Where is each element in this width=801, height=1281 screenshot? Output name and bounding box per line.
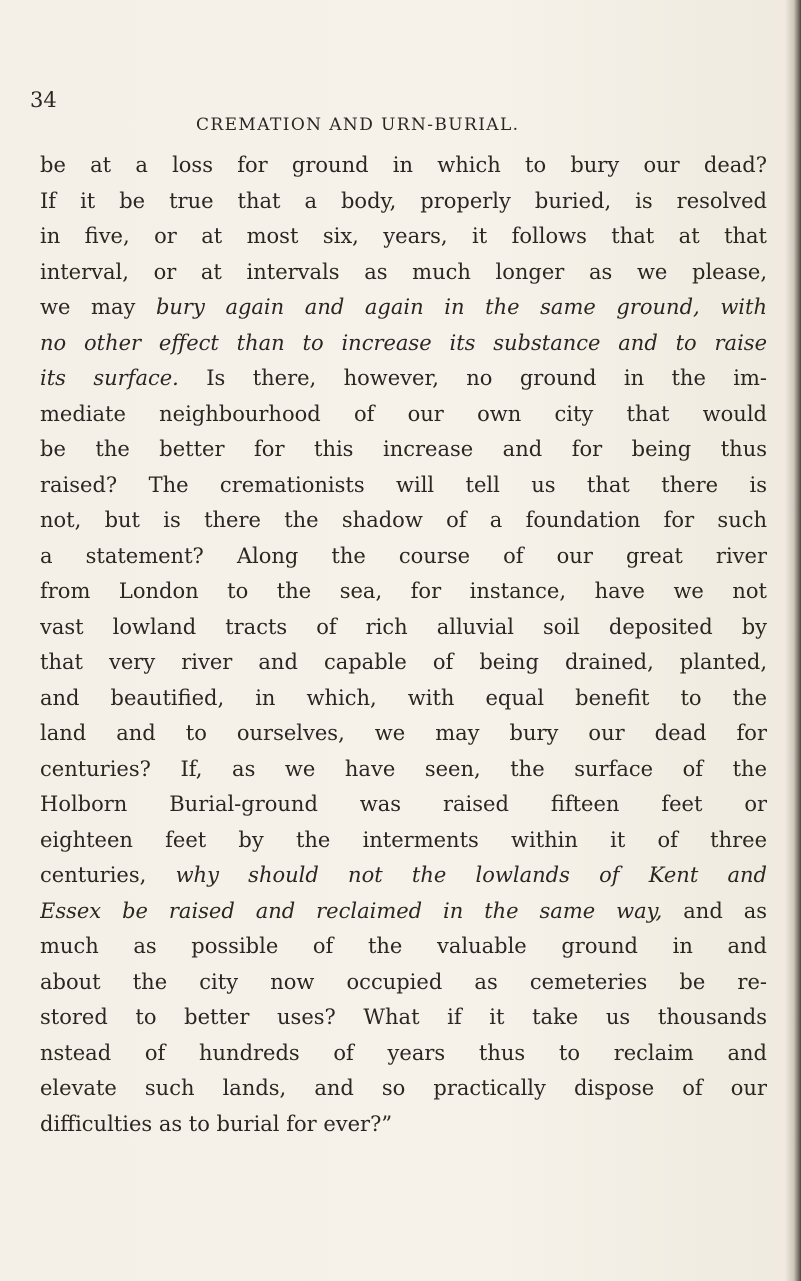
italic-text-segment: no other effect than to increase its substance and to raise xyxy=(40,330,767,355)
text-segment: If it be true that a body, properly buried, is resolved xyxy=(40,188,767,213)
body-text xyxy=(40,148,767,1142)
text-line xyxy=(40,1036,767,1072)
text-segment: that very river and capable of being drained, planted, xyxy=(40,650,767,674)
text-segment: nstead of hundreds of years thus to reclaim and xyxy=(40,1040,767,1065)
italic-text-segment: why should not the lowlands of Kent and xyxy=(175,863,767,887)
text-line xyxy=(40,219,767,255)
text-segment: a statement? Along the course of our great river xyxy=(40,543,767,568)
text-segment: centuries, xyxy=(40,863,176,887)
text-segment: and as xyxy=(662,898,767,923)
text-segment: centuries? If, as we have seen, the surface of the xyxy=(40,756,767,781)
text-segment: raised? The cremationists will tell us that there is xyxy=(40,472,767,497)
text-line xyxy=(40,894,767,930)
text-segment: about the city now occupied as cemeteries be re- xyxy=(40,969,767,994)
text-line xyxy=(40,1107,767,1143)
italic-text-segment: bury again and again in the same ground, with xyxy=(155,295,767,319)
running-head: CREMATION AND URN-BURIAL. xyxy=(196,115,520,135)
text-line xyxy=(40,503,767,539)
text-line xyxy=(40,1071,767,1107)
text-line xyxy=(40,361,767,397)
text-line xyxy=(40,432,767,468)
text-line xyxy=(40,184,767,220)
italic-text-segment: its surface. xyxy=(40,366,179,390)
text-segment: land and to ourselves, we may bury our dead for xyxy=(40,721,767,745)
text-segment: vast lowland tracts of rich alluvial soil deposited by xyxy=(40,614,767,639)
text-line xyxy=(40,965,767,1001)
text-line xyxy=(40,681,767,717)
text-line xyxy=(40,610,767,646)
text-segment: be the better for this increase and for being thus xyxy=(40,437,767,461)
text-line xyxy=(40,752,767,788)
text-line xyxy=(40,290,767,326)
text-segment: mediate neighbourhood of our own city that would xyxy=(40,401,767,426)
text-line xyxy=(40,823,767,859)
text-segment: much as possible of the valuable ground in and xyxy=(40,934,767,958)
text-segment: from London to the sea, for instance, have we not xyxy=(40,579,767,603)
text-segment: and beautified, in which, with equal benefit to the xyxy=(40,685,767,710)
text-line xyxy=(40,716,767,752)
text-segment: difficulties as to burial for ever?” xyxy=(40,1111,393,1136)
text-line xyxy=(40,148,767,184)
text-segment: stored to better uses? What if it take us thousands xyxy=(40,1005,767,1029)
text-segment: we may xyxy=(40,295,156,319)
text-line xyxy=(40,255,767,291)
text-line xyxy=(40,929,767,965)
text-segment: Holborn Burial-ground was raised fifteen feet or xyxy=(40,792,767,816)
text-segment: in five, or at most six, years, it follows that at that xyxy=(40,224,767,248)
text-line xyxy=(40,397,767,433)
text-segment: interval, or at intervals as much longer as we please, xyxy=(40,259,767,284)
text-line xyxy=(40,787,767,823)
text-line xyxy=(40,858,767,894)
text-line xyxy=(40,326,767,362)
text-segment: elevate such lands, and so practically dispose of our xyxy=(40,1076,767,1100)
text-segment: eighteen feet by the interments within it of three xyxy=(40,827,767,852)
italic-text-segment: Essex be raised and reclaimed in the same way, xyxy=(40,898,663,923)
text-line xyxy=(40,1000,767,1036)
text-segment: be at a loss for ground in which to bury our dead? xyxy=(40,153,767,177)
text-line xyxy=(40,539,767,575)
text-segment: not, but is there the shadow of a foundation for such xyxy=(40,508,767,532)
text-segment: Is there, however, no ground in the im- xyxy=(178,366,767,390)
text-line xyxy=(40,645,767,681)
page-edge-shadow xyxy=(785,0,801,1281)
text-line xyxy=(40,574,767,610)
text-line xyxy=(40,468,767,504)
page-number: 34 xyxy=(30,88,57,112)
